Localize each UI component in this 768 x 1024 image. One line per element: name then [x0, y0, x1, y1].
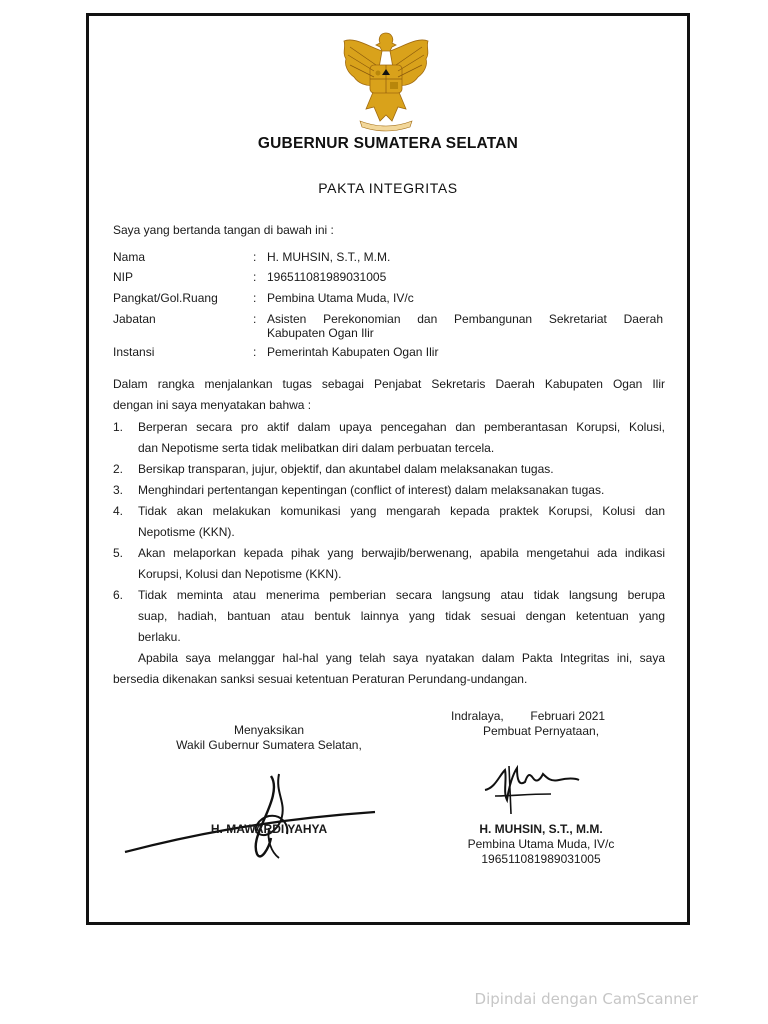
- list-item-line: Bersikap transparan, jujur, objektif, dan akuntabel dalam melaksanakan tugas.: [138, 462, 554, 476]
- list-item-line: Akan melaporkan kepada pihak yang berwajib/berwenang, apabila mengetahui ada indikasi: [138, 546, 665, 560]
- witness-label: Menyaksikan: [233, 723, 305, 737]
- witness-signature: [119, 768, 379, 868]
- scanner-watermark: Dipindai dengan CamScanner: [474, 990, 698, 1008]
- closing-line-1: Apabila saya melanggar hal-hal yang telah saya nyatakan dalam Pakta Integritas ini, saya: [138, 651, 665, 665]
- field-value-position-line2: Kabupaten Ogan Ilir: [267, 326, 374, 340]
- field-label-position: Jabatan: [113, 312, 156, 326]
- maker-role: Pembuat Pernyataan,: [482, 724, 600, 738]
- place-date: Indralaya, Februari 2021: [451, 709, 606, 723]
- field-colon: :: [253, 345, 257, 359]
- field-value-position: Asisten Perekonomian dan Pembangunan Sekretariat Daerah: [267, 312, 663, 326]
- maker-rank: Pembina Utama Muda, IV/c: [467, 837, 615, 851]
- field-label-name: Nama: [113, 250, 146, 264]
- statement-line-2: dengan ini saya menyatakan bahwa :: [113, 398, 312, 412]
- closing-line-2: bersedia dikenakan sanksi sesuai ketentuan Peraturan Perundang-undangan.: [113, 672, 528, 686]
- field-label-rank: Pangkat/Gol.Ruang: [113, 291, 218, 305]
- field-value-name: H. MUHSIN, S.T., M.M.: [267, 250, 391, 264]
- witness-position: Wakil Gubernur Sumatera Selatan,: [176, 738, 362, 752]
- list-item-number: 6.: [113, 588, 124, 602]
- field-colon: :: [253, 291, 257, 305]
- list-item-line: suap, hadiah, bantuan atau bentuk lainnya yang tidak sesuai dengan ketentuan yang: [138, 609, 665, 623]
- list-item-number: 3.: [113, 483, 124, 497]
- garuda-emblem: [336, 25, 436, 137]
- list-item-line: Menghindari pertentangan kepentingan (conflict of interest) dalam melaksanakan tugas.: [138, 483, 605, 497]
- field-colon: :: [253, 250, 257, 264]
- list-item-line: Korupsi, Kolusi dan Nepotisme (KKN).: [138, 567, 342, 581]
- governor-heading: GUBERNUR SUMATERA SELATAN: [257, 135, 519, 152]
- field-label-agency: Instansi: [113, 345, 155, 359]
- document-title: PAKTA INTEGRITAS: [318, 180, 458, 196]
- document-page: [86, 13, 690, 925]
- field-colon: :: [253, 312, 257, 326]
- statement-line-1: Dalam rangka menjalankan tugas sebagai Penjabat Sekretaris Daerah Kabupaten Ogan Ilir: [113, 377, 665, 391]
- list-item-line: dan Nepotisme serta tidak melibatkan diri dalam perbuatan tercela.: [138, 441, 495, 455]
- list-item-number: 4.: [113, 504, 124, 518]
- field-value-nip: 196511081989031005: [267, 270, 387, 284]
- witness-name: H. MAWARDI YAHYA: [210, 822, 328, 836]
- list-item-number: 5.: [113, 546, 124, 560]
- list-item-number: 2.: [113, 462, 124, 476]
- field-value-agency: Pemerintah Kabupaten Ogan Ilir: [267, 345, 439, 359]
- field-value-rank: Pembina Utama Muda, IV/c: [267, 291, 414, 305]
- maker-nip: 196511081989031005: [481, 852, 601, 866]
- list-item-line: Tidak akan melakukan komunikasi yang mengarah kepada praktek Korupsi, Kolusi dan: [138, 504, 665, 518]
- field-colon: :: [253, 270, 257, 284]
- maker-signature: [481, 756, 581, 820]
- intro-text: Saya yang bertanda tangan di bawah ini :: [113, 223, 334, 237]
- field-label-nip: NIP: [113, 270, 134, 284]
- maker-name: H. MUHSIN, S.T., M.M.: [479, 822, 603, 836]
- list-item-line: berlaku.: [138, 630, 181, 644]
- list-item-number: 1.: [113, 420, 124, 434]
- list-item-line: Nepotisme (KKN).: [138, 525, 235, 539]
- list-item-line: Tidak meminta atau menerima pemberian secara langsung atau tidak langsung berupa: [138, 588, 665, 602]
- list-item-line: Berperan secara pro aktif dalam upaya pencegahan dan pemberantasan Korupsi, Kolusi,: [138, 420, 665, 434]
